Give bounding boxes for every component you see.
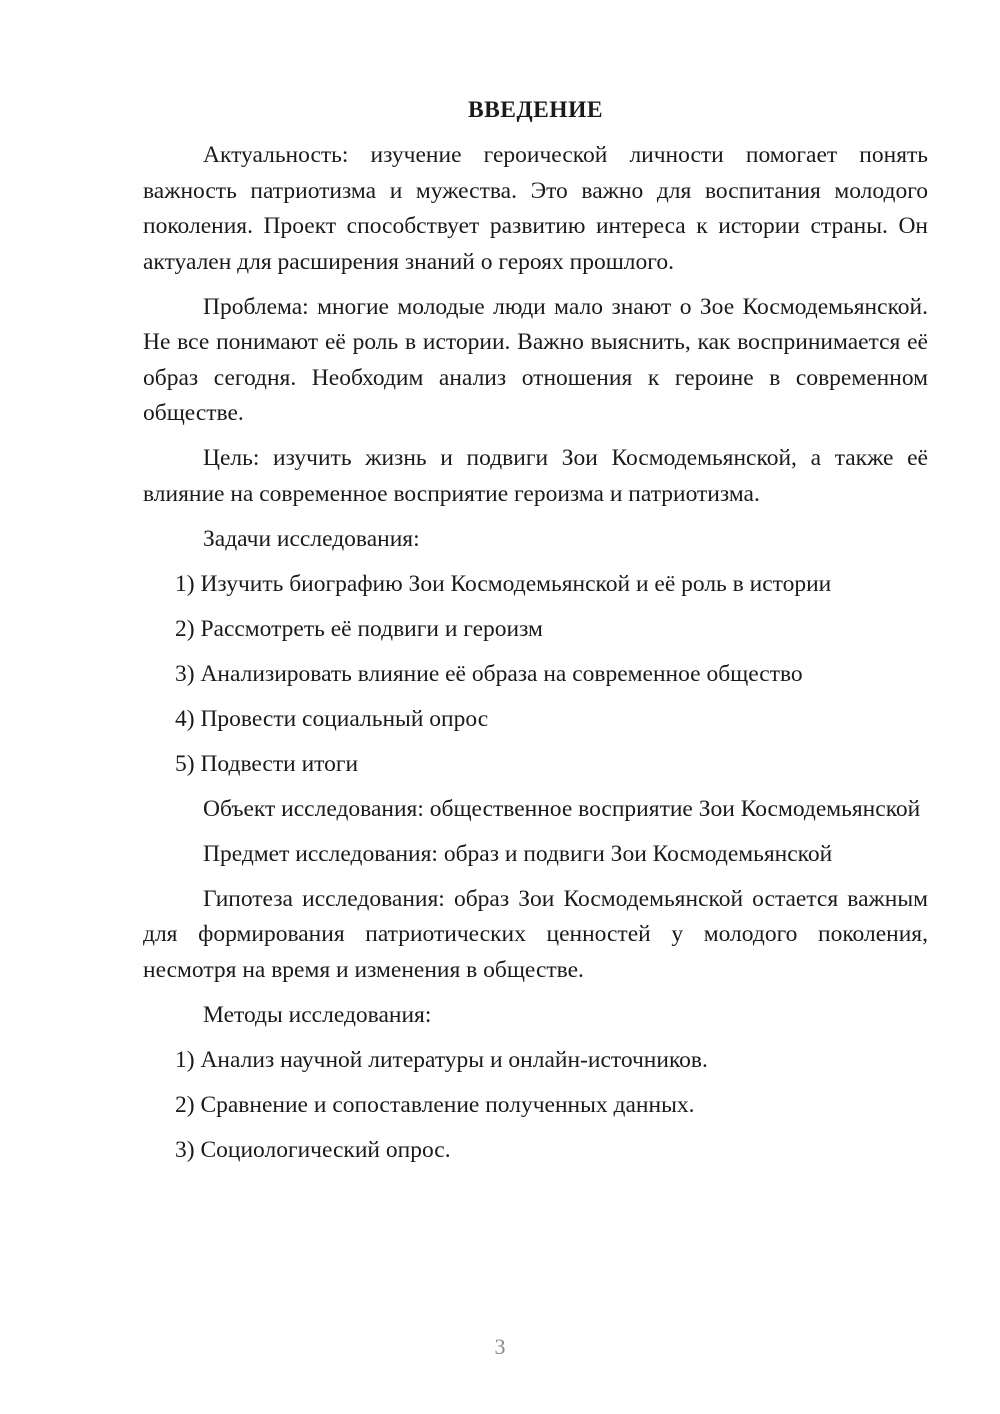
page-content [143,94,928,1178]
tasks-heading: Задачи исследования: [203,525,420,552]
section-title: ВВЕДЕНИЕ [467,97,604,123]
list-item: 3) Социологический опрос. [175,1136,451,1163]
object-paragraph: Объект исследования: общественное восприятие Зои Космодемьянской [203,795,921,822]
methods-heading: Методы исследования: [203,1001,432,1028]
tasks-list [143,567,928,783]
list-item: 4) Провести социальный опрос [175,705,489,732]
goal-paragraph: Цель: изучить жизнь и подвиги Зои Космодемьянской, а также её влияние на современное восприятие героизма и патриотизма. [143,445,928,507]
list-item: 2) Рассмотреть её подвиги и героизм [175,615,543,642]
methods-list [143,1043,928,1169]
page-number: 3 [494,1334,506,1359]
problem-paragraph: Проблема: многие молодые люди мало знают о Зое Космодемьянской. Не все понимают её роль в истории. Важно выяснить, как воспринимается её образ сегодня. Необходим анализ отношения к героине в современном обществе. [143,293,928,426]
list-item: 5) Подвести итоги [175,750,359,777]
list-item: 1) Анализ научной литературы и онлайн-источников. [175,1046,708,1073]
relevance-paragraph: Актуальность: изучение героической личности помогает понять важность патриотизма и мужества. Это важно для воспитания молодого поколения. Проект способствует развитию интереса к истории страны. Он актуален для расширения знаний о героях прошлого. [143,142,928,275]
list-item: 1) Изучить биографию Зои Космодемьянской и её роль в истории [175,570,832,597]
hypothesis-paragraph: Гипотеза исследования: образ Зои Космодемьянской остается важным для формирования патриотических ценностей у молодого поколения, несмотря на время и изменения в обществе. [143,885,928,983]
list-item: 3) Анализировать влияние её образа на современное общество [175,660,803,687]
subject-paragraph: Предмет исследования: образ и подвиги Зои Космодемьянской [203,840,833,867]
list-item: 2) Сравнение и сопоставление полученных данных. [175,1091,695,1118]
